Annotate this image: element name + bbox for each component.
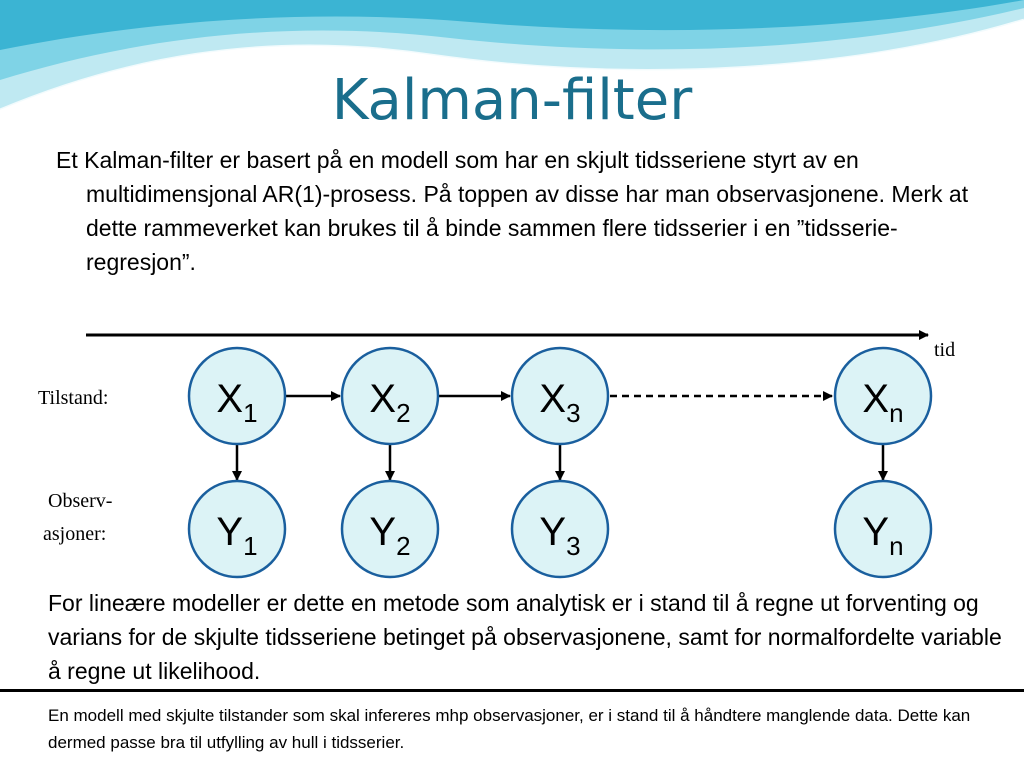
obs-node-y2 — [342, 481, 438, 577]
time-axis-label: tid — [934, 339, 956, 361]
obs-row-label-line2: asjoner: — [43, 523, 107, 545]
obs-node-subscript: 3 — [566, 531, 581, 561]
footnote-paragraph: En modell med skjulte tilstander som skal infereres mhp observasjoner, er i stand til å håndtere manglende data. Dette kan dermed passe bra til utfylling av hull i tidsserier. — [48, 706, 971, 752]
state-node-letter: X — [862, 377, 890, 421]
obs-node-yn — [835, 481, 931, 577]
separator-line — [0, 689, 1024, 692]
obs-node-letter: Y — [216, 510, 244, 554]
state-node-xn — [835, 348, 931, 444]
state-node-subscript: 1 — [243, 398, 258, 428]
state-node-x1 — [189, 348, 285, 444]
slide-title: Kalman-filter — [331, 68, 693, 133]
state-row-label: Tilstand: — [38, 387, 109, 409]
obs-node-letter: Y — [369, 510, 397, 554]
conclusion-paragraph: For lineære modeller er dette en metode som analytisk er i stand til å regne ut forventing og varians for de skjulte tidsseriene betinget på observasjonene, samt for normalfordelte variable å regne ut likelihood. — [48, 590, 1002, 684]
obs-node-letter: Y — [862, 510, 890, 554]
obs-node-subscript: 2 — [396, 531, 411, 561]
obs-node-letter: Y — [539, 510, 567, 554]
state-node-letter: X — [369, 377, 397, 421]
state-node-subscript: 2 — [396, 398, 411, 428]
state-node-x3 — [512, 348, 608, 444]
obs-node-subscript: n — [889, 531, 904, 561]
obs-node-y3 — [512, 481, 608, 577]
state-node-letter: X — [216, 377, 244, 421]
state-node-x2 — [342, 348, 438, 444]
state-node-subscript: 3 — [566, 398, 581, 428]
obs-node-subscript: 1 — [243, 531, 258, 561]
state-node-letter: X — [539, 377, 567, 421]
obs-row-label-line1: Observ- — [48, 490, 113, 512]
obs-node-y1 — [189, 481, 285, 577]
intro-paragraph: Et Kalman-filter er basert på en modell som har en skjult tidsseriene styrt av en multidimensjonal AR(1)-prosess. På toppen av disse har man observasjonene. Merk at dette rammeverket kan brukes til å binde sammen flere tidsserier i en ”tidsserie-regresjon”. — [56, 147, 969, 275]
state-node-subscript: n — [889, 398, 904, 428]
